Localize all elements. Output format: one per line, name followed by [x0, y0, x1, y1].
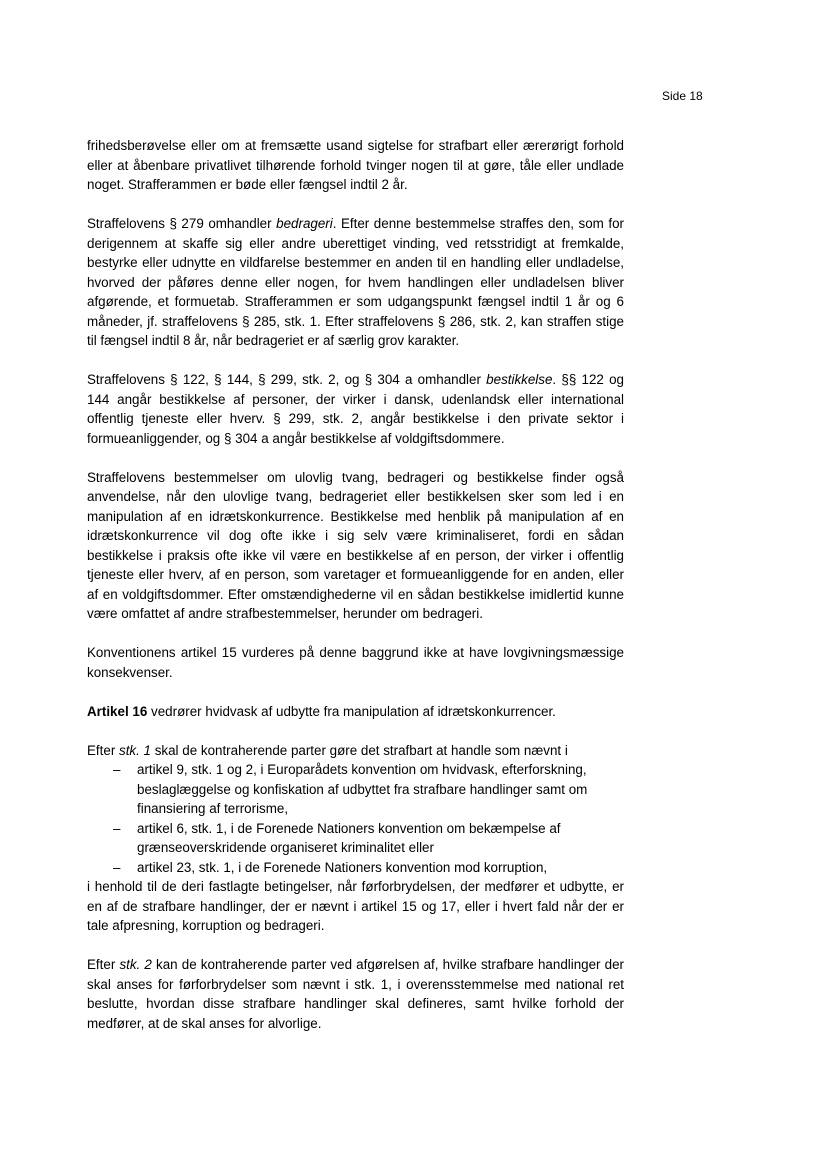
- term-stk-1: stk. 1: [119, 742, 151, 758]
- paragraph-stk-1-intro: [87, 741, 624, 761]
- paragraph-stk-1-tail: i henhold til de deri fastlagte betingelser, når førforbrydelsen, der medfører et udbytte, er en af de strafbare handlinger, der er nævnt i artikel 15 og 17, eller i hvert fald når der er tale afpresning, korruption og bedrageri.: [87, 879, 624, 933]
- list-item-text: artikel 6, stk. 1, i de Forenede Nationers konvention om bekæmpelse af grænseoverskridende organiseret kriminalitet eller: [137, 820, 561, 855]
- paragraph-fraud-body: . Efter denne bestemmelse straffes den, som for derigennem at skaffe sig eller andre uberettiget vinding, ved retsstridigt at fremkalde, bestyrke eller udnytte en vildfarelse bestemmer en anden til en handling eller undladelse, hvorved der påføres denne eller nogen, for hvem handlingen eller undladelsen bliver afgørende, et formuetab. Strafferammen er som udgangspunkt fængsel indtil 1 år og 6 måneder, jf. straffelovens § 285, stk. 1. Efter straffelovens § 286, stk. 2, kan straffen stige til fængsel indtil 8 år, når bedrageriet er af særlig grov karakter.: [87, 216, 625, 348]
- article-16-description: vedrører hvidvask af udbytte fra manipulation af idrætskonkurrencer.: [147, 703, 556, 719]
- page-number: Side 18: [662, 89, 703, 103]
- dash-bullet: –: [113, 820, 121, 836]
- paragraph-stk-2: [87, 955, 624, 1033]
- stk-2-intro-before: Efter: [87, 957, 120, 972]
- paragraph-bribery-intro: Straffelovens § 122, § 144, § 299, stk. 2, og § 304 a omhandler: [87, 372, 487, 387]
- paragraph-fraud-intro: Straffelovens § 279 omhandler: [87, 216, 277, 231]
- paragraph-article-16: [87, 702, 624, 722]
- paragraph-article-15-conclusion: Konventionens artikel 15 vurderes på denne baggrund ikke at have lovgivningsmæssige konsekvenser.: [87, 645, 624, 680]
- dash-bullet: –: [113, 859, 121, 875]
- list-item-text: artikel 9, stk. 1 og 2, i Europarådets konvention om hvidvask, efterforskning, beslaglæggelse og konfiskation af udbyttet fra strafbare handlinger samt om finansiering af terrorisme,: [137, 762, 588, 816]
- list-item-text: artikel 23, stk. 1, i de Forenede Nationers konvention mod korruption,: [137, 859, 548, 875]
- stk-2-body: kan de kontraherende parter ved afgørelsen af, hvilke strafbare handlinger der skal anses for førforbrydelser som nævnt i stk. 1, i overensstemmelse med national ret beslutte, hvordan disse strafbare handlinger skal defineres, samt hvilke forhold der medfører, at de skal anses for alvorlige.: [87, 957, 625, 1031]
- convention-list: [87, 760, 624, 877]
- list-item: [87, 760, 624, 819]
- paragraph-fraud: [87, 214, 624, 351]
- article-16-heading: Artikel 16: [87, 703, 148, 719]
- term-bestikkelse: bestikkelse: [486, 372, 553, 387]
- stk-1-intro-after: skal de kontraherende parter gøre det strafbart at handle som nævnt i: [151, 742, 568, 758]
- paragraph-bribery: [87, 370, 624, 448]
- term-bedrageri: bedrageri: [276, 216, 333, 231]
- paragraph-coercion-continued: frihedsberøvelse eller om at fremsætte usand sigtelse for strafbart eller ærerørigt forhold eller at åbenbare privatlivet tilhørende forhold tvinger nogen til at gøre, tåle eller undlade noget. Strafferammen er bøde eller fængsel indtil 2 år.: [87, 138, 624, 192]
- document-body: [87, 136, 624, 1053]
- list-item: [87, 819, 624, 858]
- paragraph-stk-1: [87, 741, 624, 936]
- stk-1-intro-before: Efter: [87, 742, 119, 758]
- paragraph-manipulation: Straffelovens bestemmelser om ulovlig tvang, bedrageri og bestikkelse finder også anvendelse, når den ulovlige tvang, bedrageriet eller bestikkelsen sker som led i en manipulation af en idrætskonkurrence. Bestikkelse med henblik på manipulation af en idrætskonkurrence vil dog ofte ikke i sig selv være kriminaliseret, fordi en sådan bestikkelse i praksis ofte ikke vil være en bestikkelse af en person, der virker i offentlig tjeneste eller hverv, af en person, som varetager et formueanliggende for en anden, eller af en voldgiftsdommer. Efter omstændighederne vil en sådan bestikkelse imidlertid kunne være omfattet af andre strafbestemmelser, herunder om bedrageri.: [87, 469, 624, 621]
- term-stk-2: stk. 2: [119, 957, 152, 972]
- dash-bullet: –: [113, 762, 121, 777]
- list-item: [87, 858, 624, 878]
- paragraph-bribery-body: . §§ 122 og 144 angår bestikkelse af personer, der virker i dansk, udenlandsk eller international offentlig tjeneste eller hverv. § 299, stk. 2, angår bestikkelse i den private sektor i formueanliggender, og § 304 a angår bestikkelse af voldgiftsdommere.: [87, 372, 624, 446]
